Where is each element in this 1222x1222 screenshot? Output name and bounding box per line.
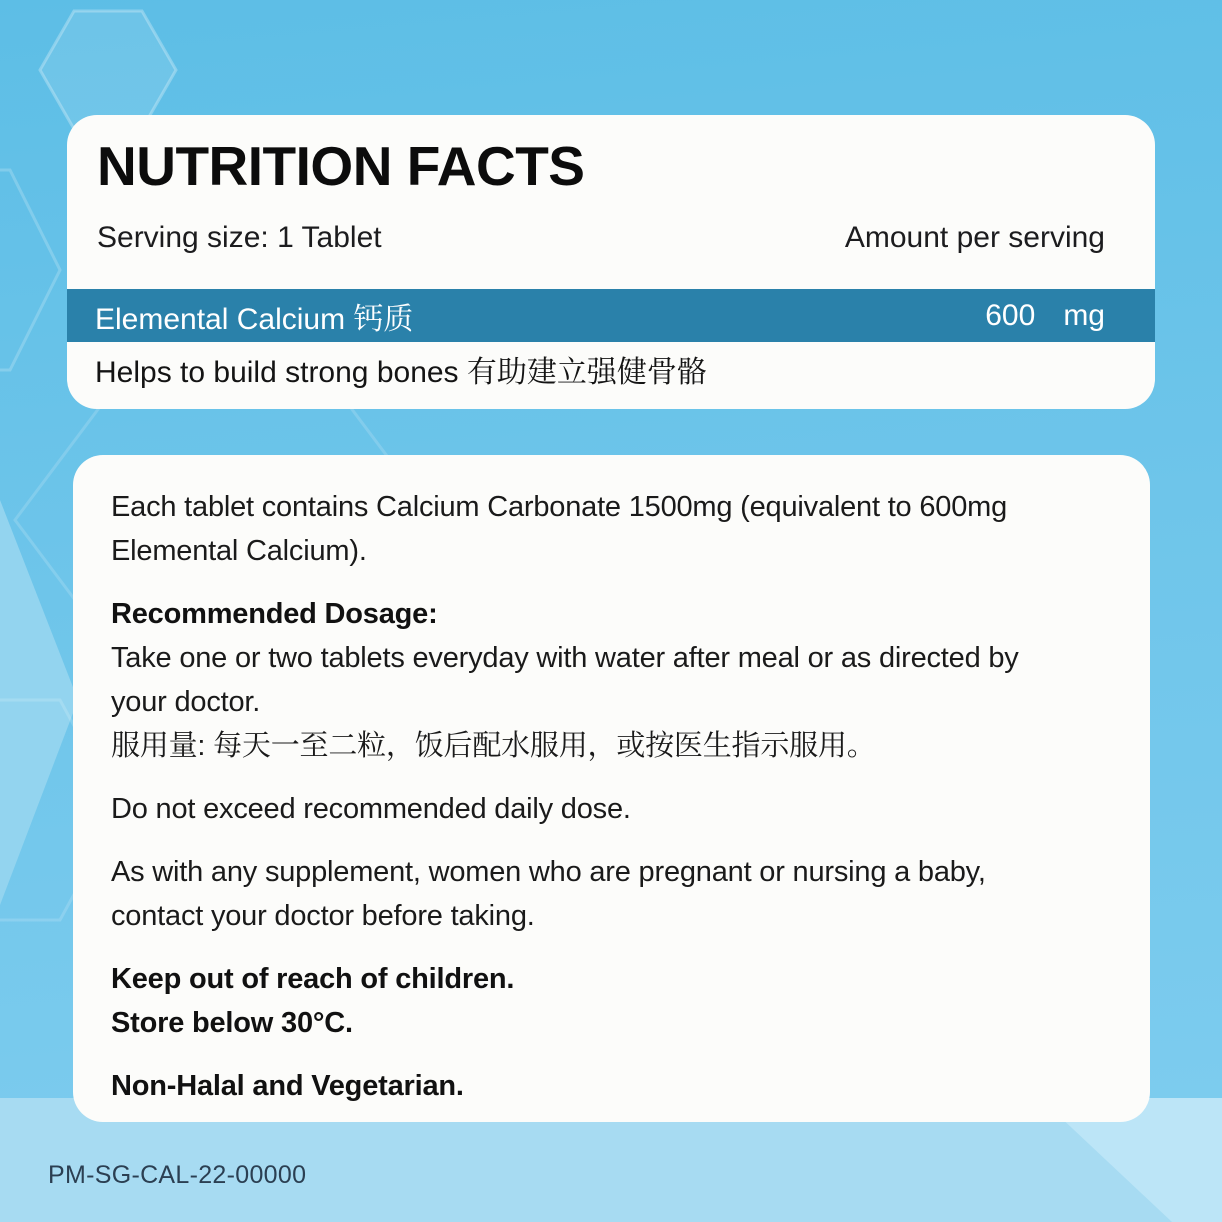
nutrition-facts-card	[67, 115, 1155, 409]
hexagon-icon	[40, 11, 176, 129]
serving-row	[97, 219, 1105, 257]
nutrient-name: Elemental Calcium 钙质	[95, 302, 414, 336]
nutrition-facts-title: NUTRITION FACTS	[97, 135, 585, 197]
daily-dose-warning: Do not exceed recommended daily dose.	[111, 793, 631, 825]
intro-line: Each tablet contains Calcium Carbonate 1500mg (equivalent to 600mg	[111, 491, 1008, 523]
dosage-line: Take one or two tablets everyday with water after meal or as directed by	[111, 642, 1019, 674]
dosage-heading: Recommended Dosage:	[111, 598, 438, 630]
dosage-paragraph	[111, 592, 1112, 768]
nutrient-value: 600	[985, 298, 1036, 332]
dosage-line: your doctor.	[111, 686, 261, 718]
pregnancy-warning-line: contact your doctor before taking.	[111, 900, 535, 932]
pregnancy-warning	[111, 850, 1112, 938]
nutrient-unit: mg	[1063, 298, 1105, 332]
keep-children-warning: Keep out of reach of children.	[111, 963, 515, 995]
serving-size-label: Serving size: 1 Tablet	[97, 221, 382, 254]
dietary-note: Non-Halal and Vegetarian.	[111, 1070, 464, 1102]
swoosh-shape	[0, 500, 78, 905]
pregnancy-warning-line: As with any supplement, women who are pregnant or nursing a baby,	[111, 856, 986, 888]
benefit-text: Helps to build strong bones 有助建立强健骨骼	[95, 356, 707, 389]
nutrient-amount	[985, 299, 1105, 333]
product-reference-code: PM-SG-CAL-22-00000	[48, 1161, 307, 1189]
storage-instruction: Store below 30°C.	[111, 1007, 353, 1039]
storage-paragraph	[111, 957, 1112, 1045]
hexagon-icon	[0, 170, 60, 370]
dosage-line-chinese: 服用量: 每天一至二粒，饭后配水服用，或按医生指示服用。	[111, 730, 876, 762]
nutrient-bar	[67, 289, 1155, 342]
supplement-info-card	[73, 455, 1150, 1122]
intro-line: Elemental Calcium).	[111, 535, 367, 567]
intro-paragraph	[111, 485, 1112, 573]
amount-per-serving-label: Amount per serving	[844, 221, 1105, 254]
